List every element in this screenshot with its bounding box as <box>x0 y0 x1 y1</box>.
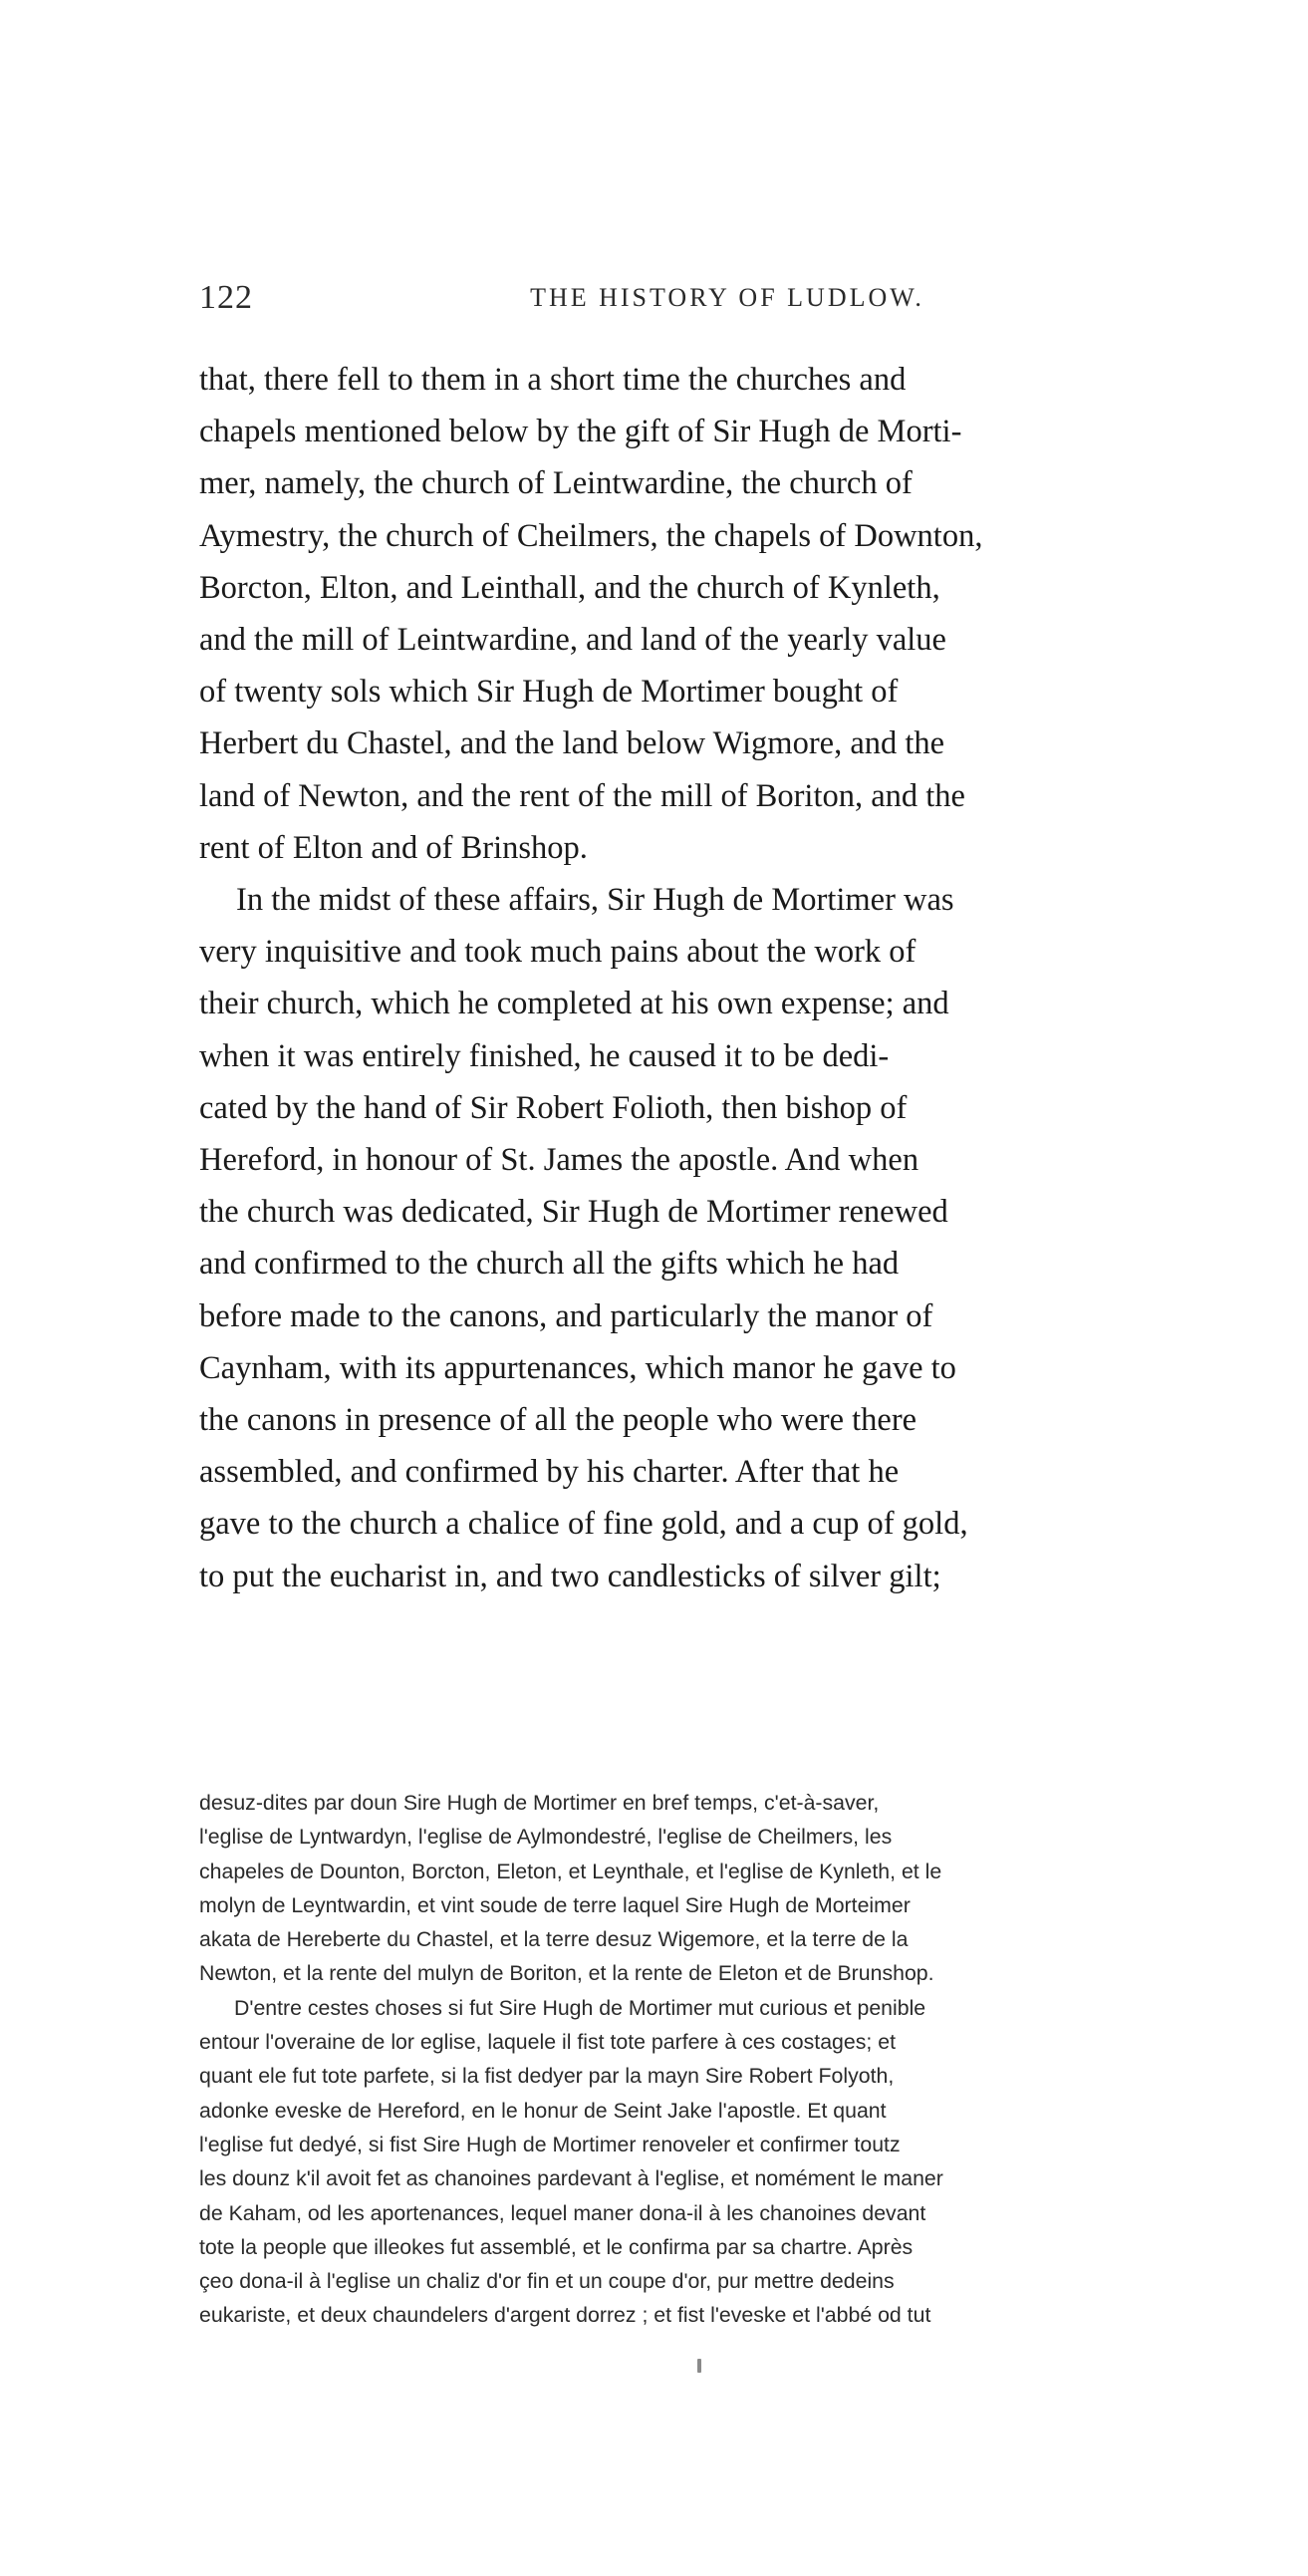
text-line: of twenty sols which Sir Hugh de Mortimer bought of <box>199 674 899 711</box>
text-line: Herbert du Chastel, and the land below Wigmore, and the <box>199 725 945 762</box>
text-line: the canons in presence of all the people who were there <box>199 1402 917 1439</box>
text-line: Aymestry, the church of Cheilmers, the chapels of Downton, <box>199 517 983 554</box>
text-line: cated by the hand of Sir Robert Folioth, then bishop of <box>199 1089 908 1126</box>
footnote-paragraph-start-line: D'entre cestes choses si fut Sire Hugh de Mortimer mut curious et penible <box>234 1995 926 2020</box>
footnote-line: entour l'overaine de lor eglise, laquele il fist tote parfere à ces costages; et <box>199 2030 896 2055</box>
footnote-line: tote la people que illeokes fut assemblé, et le confirma par sa chartre. Après <box>199 2234 914 2259</box>
text-line: when it was entirely finished, he caused it to be dedi- <box>199 1037 890 1074</box>
printer-mark <box>697 2359 701 2373</box>
footnote-line: chapeles de Dounton, Borcton, Eleton, et Leynthale, et l'eglise de Kynleth, et le <box>199 1859 942 1883</box>
text-line: chapels mentioned below by the gift of Sir Hugh de Morti- <box>199 414 962 450</box>
footnote-line: adonke eveske de Hereford, en le honur de Seint Jake l'apostle. Et quant <box>199 2098 887 2123</box>
footnote-line: çeo dona-il à l'eglise un chaliz d'or fin et un coupe d'or, pur mettre dedeins <box>199 2269 895 2294</box>
anglo-norman-original-text <box>199 1786 1305 2333</box>
text-line: very inquisitive and took much pains about the work of <box>199 934 916 971</box>
footnote-line: l'eglise fut dedyé, si fist Sire Hugh de Mortimer renoveler et confirmer toutz <box>199 2132 901 2156</box>
text-line: Hereford, in honour of St. James the apostle. And when <box>199 1142 919 1179</box>
english-translation-text <box>199 354 1295 1602</box>
text-line: Caynham, with its appurtenances, which manor he gave to <box>199 1349 956 1386</box>
page-header <box>199 279 1255 327</box>
footnote-line: desuz-dites par doun Sire Hugh de Mortimer en bref temps, c'et-à-saver, <box>199 1791 880 1815</box>
footnote-line: molyn de Leyntwardin, et vint soude de terre laquel Sire Hugh de Morteimer <box>199 1892 911 1917</box>
text-line: Borcton, Elton, and Leinthall, and the church of Kynleth, <box>199 569 940 606</box>
text-line: assembled, and confirmed by his charter. After that he <box>199 1454 900 1491</box>
footnote-line: Newton, et la rente del mulyn de Boriton, et la rente de Eleton et de Brunshop. <box>199 1961 934 1986</box>
text-line: and confirmed to the church all the gifts which he had <box>199 1246 900 1283</box>
footnote-line: akata de Hereberte du Chastel, et la terre desuz Wigemore, et la terre de la <box>199 1927 909 1952</box>
footnote-line: eukariste, et deux chaundelers d'argent dorrez ; et fist l'eveske et l'abbé od tut <box>199 2303 931 2328</box>
text-line: the church was dedicated, Sir Hugh de Mortimer renewed <box>199 1194 948 1231</box>
text-line: gave to the church a chalice of fine gold, and a cup of gold, <box>199 1506 968 1543</box>
text-line: before made to the canons, and particularly the manor of <box>199 1297 933 1334</box>
text-line: land of Newton, and the rent of the mill of Boriton, and the <box>199 777 965 814</box>
text-line: to put the eucharist in, and two candlesticks of silver gilt; <box>199 1558 941 1594</box>
text-line: their church, which he completed at his own expense; and <box>199 986 949 1022</box>
footnote-line: les dounz k'il avoit fet as chanoines pardevant à l'eglise, et nomément le maner <box>199 2166 943 2191</box>
running-head: THE HISTORY OF LUDLOW. <box>530 283 924 312</box>
text-line: that, there fell to them in a short time the churches and <box>199 362 907 398</box>
text-line: and the mill of Leintwardine, and land of the yearly value <box>199 622 946 659</box>
footnote-line: l'eglise de Lyntwardyn, l'eglise de Aylmondestré, l'eglise de Cheilmers, les <box>199 1825 893 1850</box>
page-number: 122 <box>199 279 253 316</box>
paragraph-start-line: In the midst of these affairs, Sir Hugh de Mortimer was <box>236 882 954 919</box>
footnote-line: quant ele fut tote parfete, si la fist dedyer par la mayn Sire Robert Folyoth, <box>199 2064 895 2089</box>
footnote-line: de Kaham, od les aportenances, lequel maner dona-il à les chanoines devant <box>199 2200 926 2225</box>
text-line: mer, namely, the church of Leintwardine, the church of <box>199 465 913 502</box>
text-line: rent of Elton and of Brinshop. <box>199 829 588 866</box>
